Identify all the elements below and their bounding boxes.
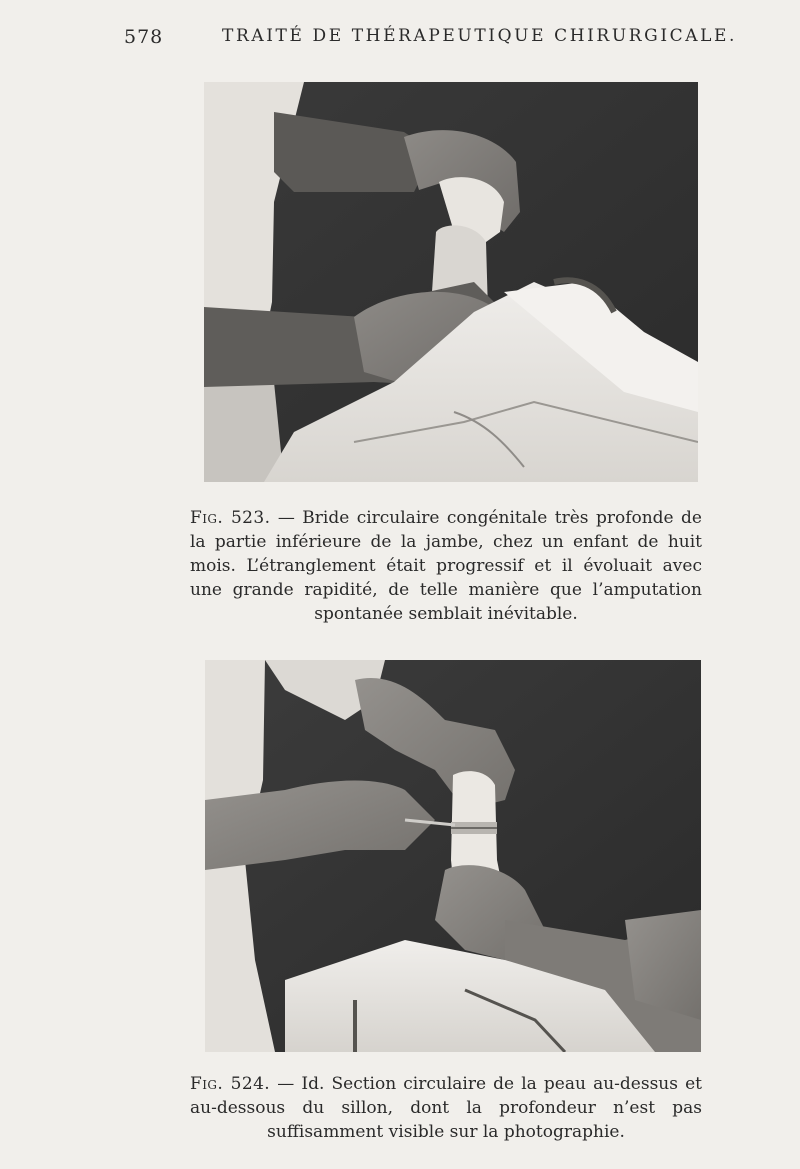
figure-524-photograph (205, 660, 701, 1052)
figure-524-label: Fig. 524. (190, 1074, 271, 1094)
running-head: TRAITÉ DE THÉRAPEUTIQUE CHIRURGICALE. (222, 26, 738, 46)
figure-524-image (205, 660, 701, 1052)
figure-523-caption-text: — Bride circulaire congénitale très profonde de la partie inférieure de la jambe, chez un enfant de huit mois. L’étranglement était progressif et il évoluait avec une grande rapidité, de telle manière que l’amputation spontanée semblait inévitable. (190, 508, 702, 624)
page-number: 578 (124, 26, 164, 48)
figure-524-caption (190, 1072, 702, 1144)
figure-523-image (204, 82, 698, 482)
figure-523-photograph (204, 82, 698, 482)
figure-523-caption (190, 506, 702, 626)
figure-523-label: Fig. 523. (190, 508, 271, 528)
figure-524-caption-text: — Id. Section circulaire de la peau au-dessus et au-dessous du sillon, dont la profondeur n’est pas suffisamment visible sur la photographie. (190, 1074, 702, 1142)
